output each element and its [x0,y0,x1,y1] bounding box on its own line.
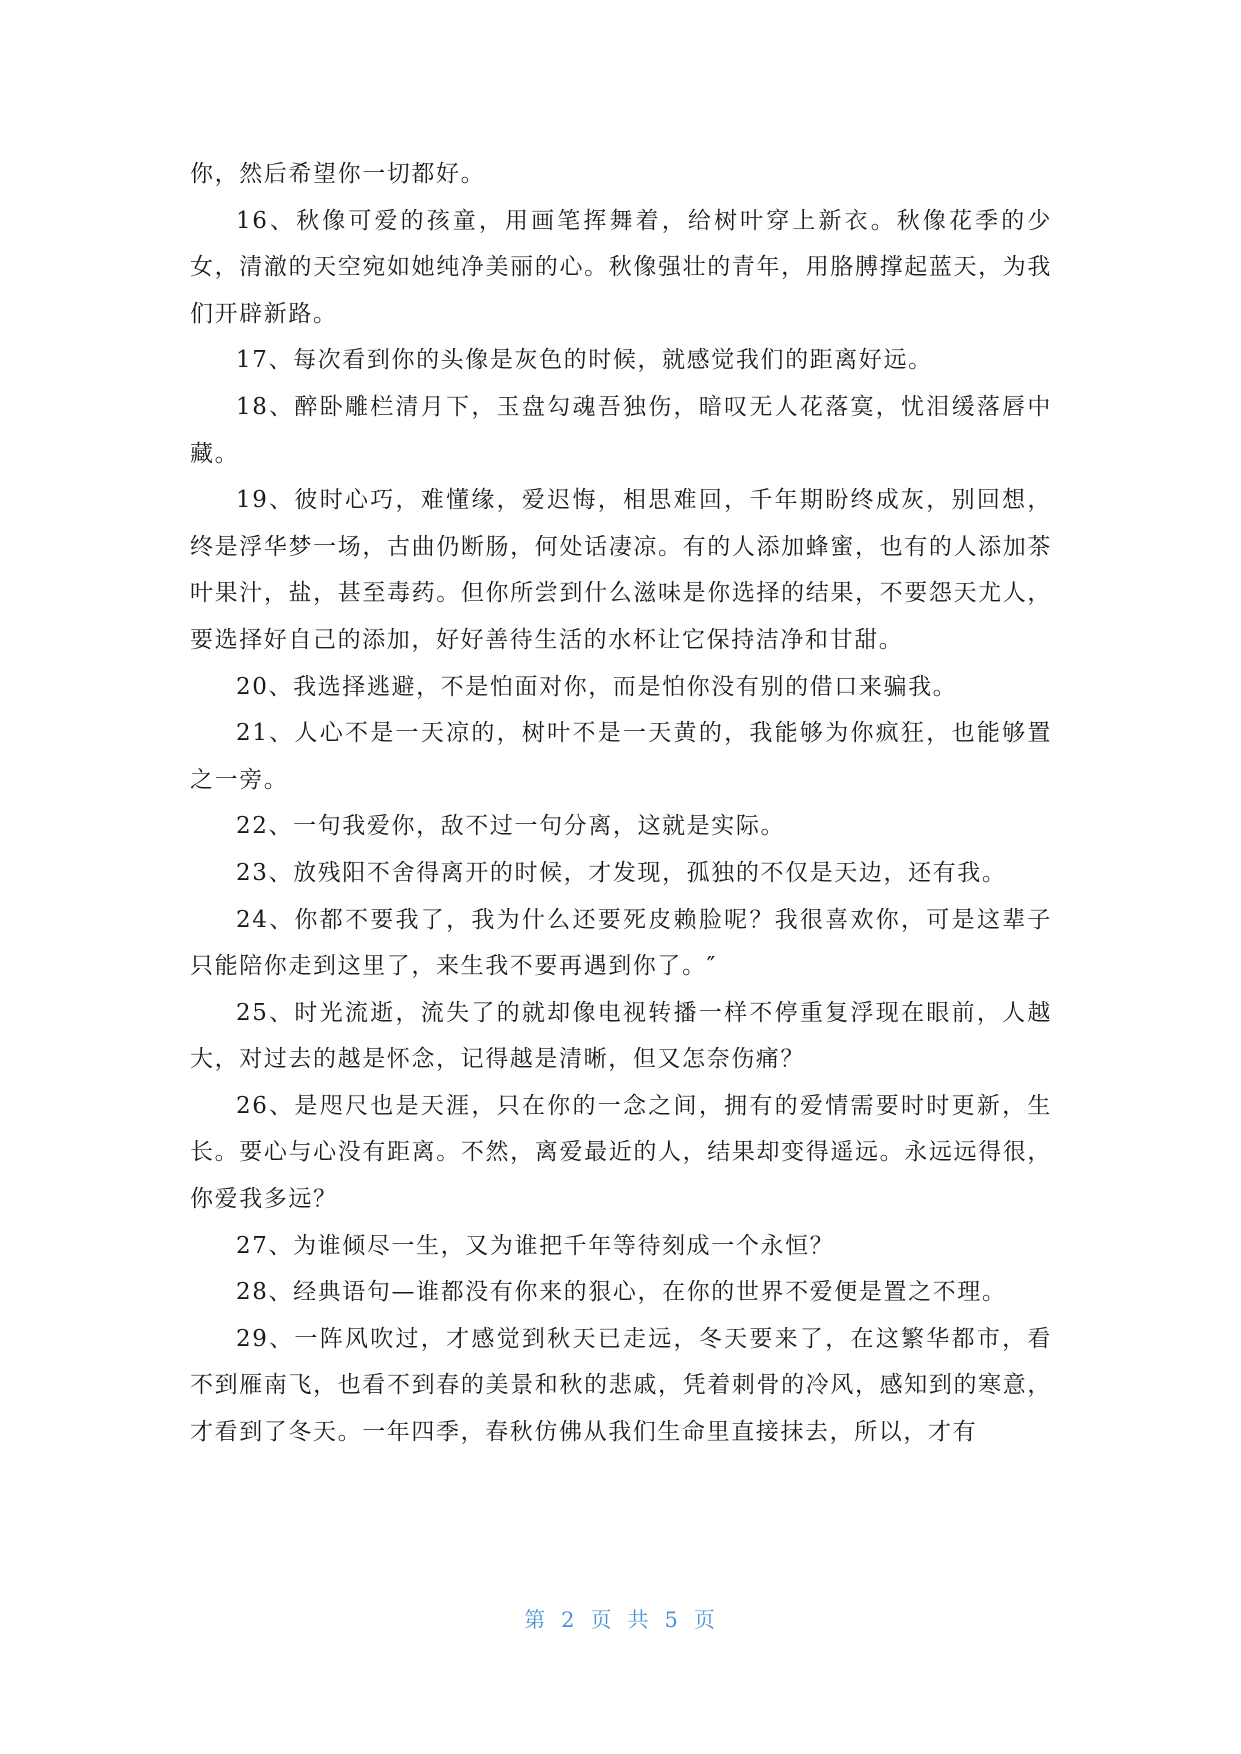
document-body [190,151,1052,1456]
paragraph: 22、一句我爱你，敌不过一句分离，这就是实际。 [236,813,786,840]
paragraph: 23、放残阳不舍得离开的时候，才发现，孤独的不仅是天边，还有我。 [236,859,1007,886]
paragraph: 21、人心不是一天凉的，树叶不是一天黄的，我能够为你疯狂，也能够置之一旁。 [190,720,1052,793]
paragraph: 25、时光流逝，流失了的就却像电视转播一样不停重复浮现在眼前，人越大，对过去的越是怀念，记得越是清晰，但又怎奈伤痛？ [190,999,1052,1073]
paragraph: 16、秋像可爱的孩童，用画笔挥舞着，给树叶穿上新衣。秋像花季的少女，清澈的天空宛如她纯净美丽的心。秋像强壮的青年，用胳膊撑起蓝天，为我们开辟新路。 [190,207,1052,327]
paragraph: 26、是咫尺也是天涯，只在你的一念之间，拥有的爱情需要时时更新，生长。要心与心没有距离。不然，离爱最近的人，结果却变得遥远。永远远得很，你爱我多远？ [190,1092,1052,1213]
paragraph: 20、我选择逃避，不是怕面对你，而是怕你没有别的借口来骗我。 [236,673,958,700]
paragraph: 27、为谁倾尽一生，又为谁把千年等待刻成一个永恒？ [236,1232,835,1259]
paragraph: 18、醉卧雕栏清月下，玉盘勾魂吾独伤，暗叹无人花落寞，忧泪缓落唇中藏。 [190,393,1052,467]
paragraph: 29、一阵风吹过，才感觉到秋天已走远，冬天要来了，在这繁华都市，看不到雁南飞，也看不到春的美景和秋的悲戚，凭着刺骨的冷风，感知到的寒意，才看到了冬天。一年四季，春秋仿佛从我们生命里直接抹去，所以，才有 [190,1325,1052,1446]
page-label: 第 [524,1608,548,1632]
total-label: 共 [627,1608,651,1632]
paragraph: 24、你都不要我了，我为什么还要死皮赖脸呢？我很喜欢你，可是这辈子只能陪你走到这里了，来生我不要再遇到你了。″ [190,906,1052,980]
paragraph: 19、彼时心巧，难懂缘，爱迟悔，相思难回，千年期盼终成灰，别回想，终是浮华梦一场，古曲仍断肠，何处话凄凉。有的人添加蜂蜜，也有的人添加茶叶果汁，盐，甚至毒药。但你所尝到什么滋味是你选择的结果，不要怨天尤人，要选择好自己的添加，好好善待生活的水杯让它保持洁净和甘甜。 [190,487,1052,653]
paragraph: 28、经典语句—谁都没有你来的狠心，在你的世界不爱便是置之不理。 [236,1279,1007,1306]
paragraph: 你，然后希望你一切都好。 [190,161,486,187]
total-pages: 5 [664,1608,680,1632]
page-number: 2 [561,1608,577,1632]
page-footer [0,1604,1241,1634]
paragraph: 17、每次看到你的头像是灰色的时候，就感觉我们的距离好远。 [236,347,933,374]
total-suffix: 页 [693,1608,717,1632]
page-suffix: 页 [590,1608,614,1632]
